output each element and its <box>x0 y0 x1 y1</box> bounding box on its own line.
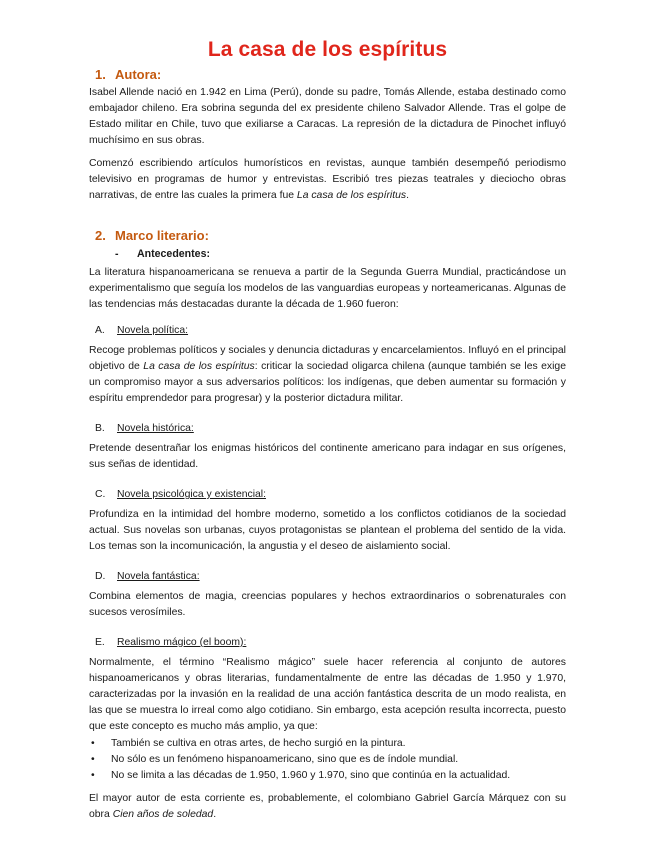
list-item: • No se limita a las décadas de 1.950, 1.960 y 1.970, sino que continúa en la actualidad. <box>89 768 566 784</box>
item-c-label: Novela psicológica y existencial: <box>117 489 267 500</box>
list-item: • No sólo es un fenómeno hispanoamericano, sino que es de índole mundial. <box>89 752 566 768</box>
subsection-heading <box>89 246 566 262</box>
book-title-ref: La casa de los espíritus <box>296 190 407 201</box>
item-d-label: Novela fantástica: <box>117 571 200 582</box>
realismo-bullet-list <box>89 736 566 784</box>
item-d-heading: D. Novela fantástica: <box>95 571 200 582</box>
antecedentes-paragraph: La literatura hispanoamericana se renueva a partir de la Segunda Guerra Mundial, practicándose un experimentalismo que seguía los modelos de las vanguardias europeas y norteamericanas. Algunas de las tendencias más destacadas durante la década de 1.960 fueron: <box>89 267 566 310</box>
subsection-title: Antecedentes: <box>137 248 210 260</box>
section-2-number: 2. <box>95 228 106 243</box>
item-b-label: Novela histórica: <box>117 423 194 434</box>
section-1-title: Autora: <box>115 67 162 82</box>
list-item: • También se cultiva en otras artes, de hecho surgió en la pintura. <box>89 736 566 752</box>
item-a-label: Novela política: <box>117 325 189 336</box>
subsection-dash: - <box>115 248 119 260</box>
section-1-number: 1. <box>95 67 106 82</box>
author-paragraph-2: Comenzó escribiendo artículos humorísticos en revistas, aunque también desempeñó periodismo televisivo en programas de humor y entrevistas. Escribió tres piezas teatrales y dieciocho obras narrativas, de entre las cuales la primera fue La casa de los espíritus. <box>89 158 566 201</box>
item-e-heading: E. Realismo mágico (el boom): <box>95 637 247 648</box>
item-a-text: Recoge problemas políticos y sociales y denuncia dictaduras y encarcelamientos. Influyó en el principal objetivo de La casa de los espíritus: criticar la sociedad oligarca chilena (aunque también se les exige un compromiso mayor a sus adversarios políticos: los indígenas, que deben aumentar su formación y espíritu emprendedor para progresar) y la posterior dictadura militar. <box>89 345 566 404</box>
author-paragraph-1: Isabel Allende nació en 1.942 en Lima (Perú), donde su padre, Tomás Allende, estaba destinado como embajador chileno. Era sobrina segunda del ex presidente chileno Salvador Allende. Tras el golpe de Estado militar en Chile, tuvo que exiliarse a Caracas. La represión de la dictadura de Pinochet influyó muchísimo en sus obras. <box>89 87 566 146</box>
item-a-heading: A. Novela política: <box>95 325 189 336</box>
item-b-text: Pretende desentrañar los enigmas históricos del continente americano para indagar en sus orígenes, sus señas de identidad. <box>89 443 566 470</box>
item-e-text: Normalmente, el término “Realismo mágico” suele hacer referencia al conjunto de autores hispanoamericanos y obras literarias, fundamentalmente de entre las décadas de 1.950 y 1.970, caracterizadas por la invasión en la realidad de una acción fantástica descrita de un modo realista, en las que se muestra lo irreal como algo cotidiano. Sin embargo, esta acepción resulta incorrecta, puesto que este concepto es mucho más amplio, ya que: <box>89 657 566 732</box>
closing-paragraph: El mayor autor de esta corriente es, probablemente, el colombiano Gabriel García Márquez con su obra Cien años de soledad. <box>89 793 566 820</box>
item-e-label: Realismo mágico (el boom): <box>117 637 247 648</box>
section-2-title: Marco literario: <box>115 228 209 243</box>
book-title-ref: La casa de los espíritus <box>143 361 255 372</box>
bullet-icon: • <box>91 738 95 749</box>
item-c-text: Profundiza en la intimidad del hombre moderno, sometido a los conflictos cotidianos de la sociedad actual. Sus novelas son urbanas, cuyos protagonistas se plantean el problema del sentido de la vida. Los temas son la incomunicación, la angustia y el deseo de aislamiento social. <box>89 509 566 552</box>
item-b-heading: B. Novela histórica: <box>95 423 194 434</box>
bullet-icon: • <box>91 770 95 781</box>
section-1-heading <box>89 67 566 83</box>
item-c-heading: C. Novela psicológica y existencial: <box>95 489 267 500</box>
book-title-ref: Cien años de soledad <box>112 809 214 820</box>
section-2-heading <box>89 228 566 244</box>
item-d-text: Combina elementos de magia, creencias populares y hechos extraordinarios o sobrenaturales con sucesos verosímiles. <box>89 591 566 618</box>
document-title: La casa de los espíritus <box>207 38 448 61</box>
bullet-icon: • <box>91 754 95 765</box>
